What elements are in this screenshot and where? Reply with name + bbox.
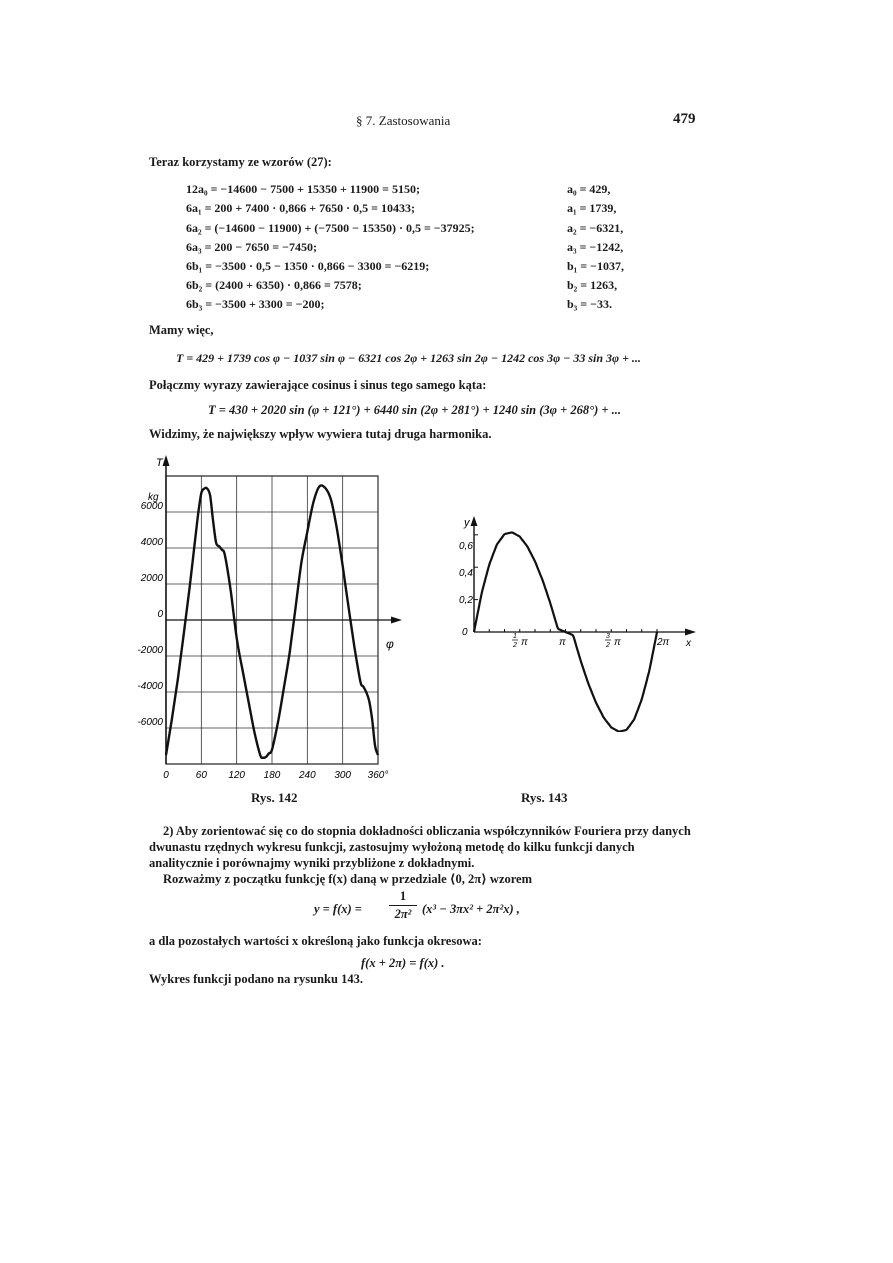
fraction-bar	[389, 905, 417, 906]
equation-right: a₁ = 1739,	[567, 201, 617, 215]
y-tick-label: 6000	[140, 501, 163, 512]
y-unit-label: kg	[148, 492, 159, 503]
fourier-series-formula: T = 429 + 1739 cos φ − 1037 sin φ − 6321 cos 2φ + 1263 sin 2φ − 1242 cos 3φ − 33 sin 3φ + ...	[176, 351, 641, 365]
equation-right: b₃ = −33.	[567, 297, 612, 311]
y-tick-label: 0	[157, 609, 163, 620]
harmonic-formula: T = 430 + 2020 sin (φ + 121°) + 6440 sin (2φ + 281°) + 1240 sin (3φ + 268°) + ...	[208, 403, 622, 417]
y-tick-label: 0	[462, 627, 468, 638]
y-axis-label: y	[464, 517, 470, 529]
equation-right: a₃ = −1242,	[567, 240, 624, 254]
x-tick-label: 60	[195, 770, 207, 781]
x-axis-label: φ	[386, 637, 394, 651]
fraction-numerator: 1	[513, 633, 517, 640]
x-axis-arrow	[391, 617, 402, 624]
equation-left: 12a₀ = −14600 − 7500 + 15350 + 11900 = 5150;	[186, 182, 420, 196]
axes	[163, 455, 403, 764]
equation-left: 6b₁ = −3500 · 0,5 − 1350 · 0,866 − 3300 = −6219;	[186, 259, 430, 273]
periodic-text: a dla pozostałych wartości x określoną jako funkcja okresowa:	[149, 934, 482, 948]
intro-text: Teraz korzystamy ze wzorów (27):	[149, 155, 332, 169]
figure-reference-text: Wykres funkcji podano na rysunku 143.	[149, 972, 363, 986]
y-tick-label: 0,2	[459, 595, 473, 606]
equation-right: a₂ = −6321,	[567, 221, 624, 235]
y-tick-label: -4000	[137, 681, 163, 692]
equation-left: 6a₂ = (−14600 − 11900) + (−7500 − 15350) · 0,5 = −37925;	[186, 221, 475, 235]
x-tick-label: 180	[263, 770, 281, 781]
x-tick-label: 120	[228, 770, 246, 781]
consider-text: Rozważmy z początku funkcję f(x) daną w przedziale ⟨0, 2π⟩ wzorem	[163, 872, 533, 886]
x-tick-label: 0	[163, 770, 169, 781]
equation-left: 6a₁ = 200 + 7400 · 0,866 + 7650 · 0,5 = 10433;	[186, 201, 415, 215]
x-tick-label: 240	[298, 770, 316, 781]
periodic-formula: f(x + 2π) = f(x) .	[361, 956, 445, 970]
combine-text: Połączmy wyrazy zawierające cosinus i sinus tego samego kąta:	[149, 378, 487, 392]
function-rhs: (x³ − 3πx² + 2π²x) ,	[422, 902, 520, 916]
tick-labels	[137, 501, 388, 781]
equation-right: b₁ = −1037,	[567, 259, 624, 273]
equation-left: 6b₃ = −3500 + 3300 = −200;	[186, 297, 325, 311]
x-axis-arrow	[685, 629, 696, 636]
fraction-numerator: 3	[606, 633, 610, 640]
conclusion-text: Widzimy, że największy wpływ wywiera tutaj druga harmonika.	[149, 427, 492, 441]
y-tick-label: 2000	[140, 573, 163, 584]
x-tick-two-pi: 2π	[657, 637, 670, 648]
figure-143-caption: Rys. 143	[521, 790, 568, 805]
paragraph-2: 2) Aby zorientować się co do stopnia dokładności obliczania współczynników Fouriera przy danych dwunastu rzędnych wykresu funkcji, zastosujmy wyłożoną metodę do kilku funkcji danych analitycznie i porównajmy wyniki przybliżone z dokładnymi.	[149, 824, 691, 870]
y-tick-label: 0,6	[459, 541, 473, 552]
function-lhs: y = f(x) =	[314, 902, 362, 916]
y-axis-arrow	[163, 455, 170, 466]
fraction-denominator: 2	[606, 642, 610, 649]
y-axis-arrow	[471, 516, 478, 526]
mamy-text: Mamy więc,	[149, 323, 214, 337]
x-tick-label: 360°	[367, 770, 389, 781]
x-tick-half-pi: π	[521, 637, 528, 648]
y-tick-label: -2000	[137, 645, 163, 656]
x-axis-label: x	[686, 638, 691, 649]
figure-142-caption: Rys. 142	[251, 790, 298, 805]
y-tick-label: 4000	[140, 537, 163, 548]
x-tick-three-half-pi: π	[614, 637, 621, 648]
x-tick-pi: π	[559, 637, 566, 648]
fraction-denominator: 2π²	[394, 907, 412, 921]
figure-142-chart	[128, 452, 410, 784]
y-tick-label: -6000	[137, 717, 163, 728]
equation-right: b₂ = 1263,	[567, 278, 618, 292]
fraction-denominator: 2	[513, 642, 517, 649]
fraction-numerator: 1	[399, 889, 407, 903]
running-header: § 7. Zastosowania	[356, 113, 451, 128]
y-tick-label: 0,4	[459, 568, 473, 579]
y-axis-label: T	[156, 457, 163, 469]
equation-right: a₀ = 429,	[567, 182, 611, 196]
equation-left: 6a₃ = 200 − 7650 = −7450;	[186, 240, 317, 254]
page-number: 479	[673, 111, 696, 127]
figure-143-chart	[452, 512, 702, 732]
tick-labels	[459, 541, 670, 649]
x-tick-label: 300	[334, 770, 352, 781]
equation-left: 6b₂ = (2400 + 6350) · 0,866 = 7578;	[186, 278, 362, 292]
